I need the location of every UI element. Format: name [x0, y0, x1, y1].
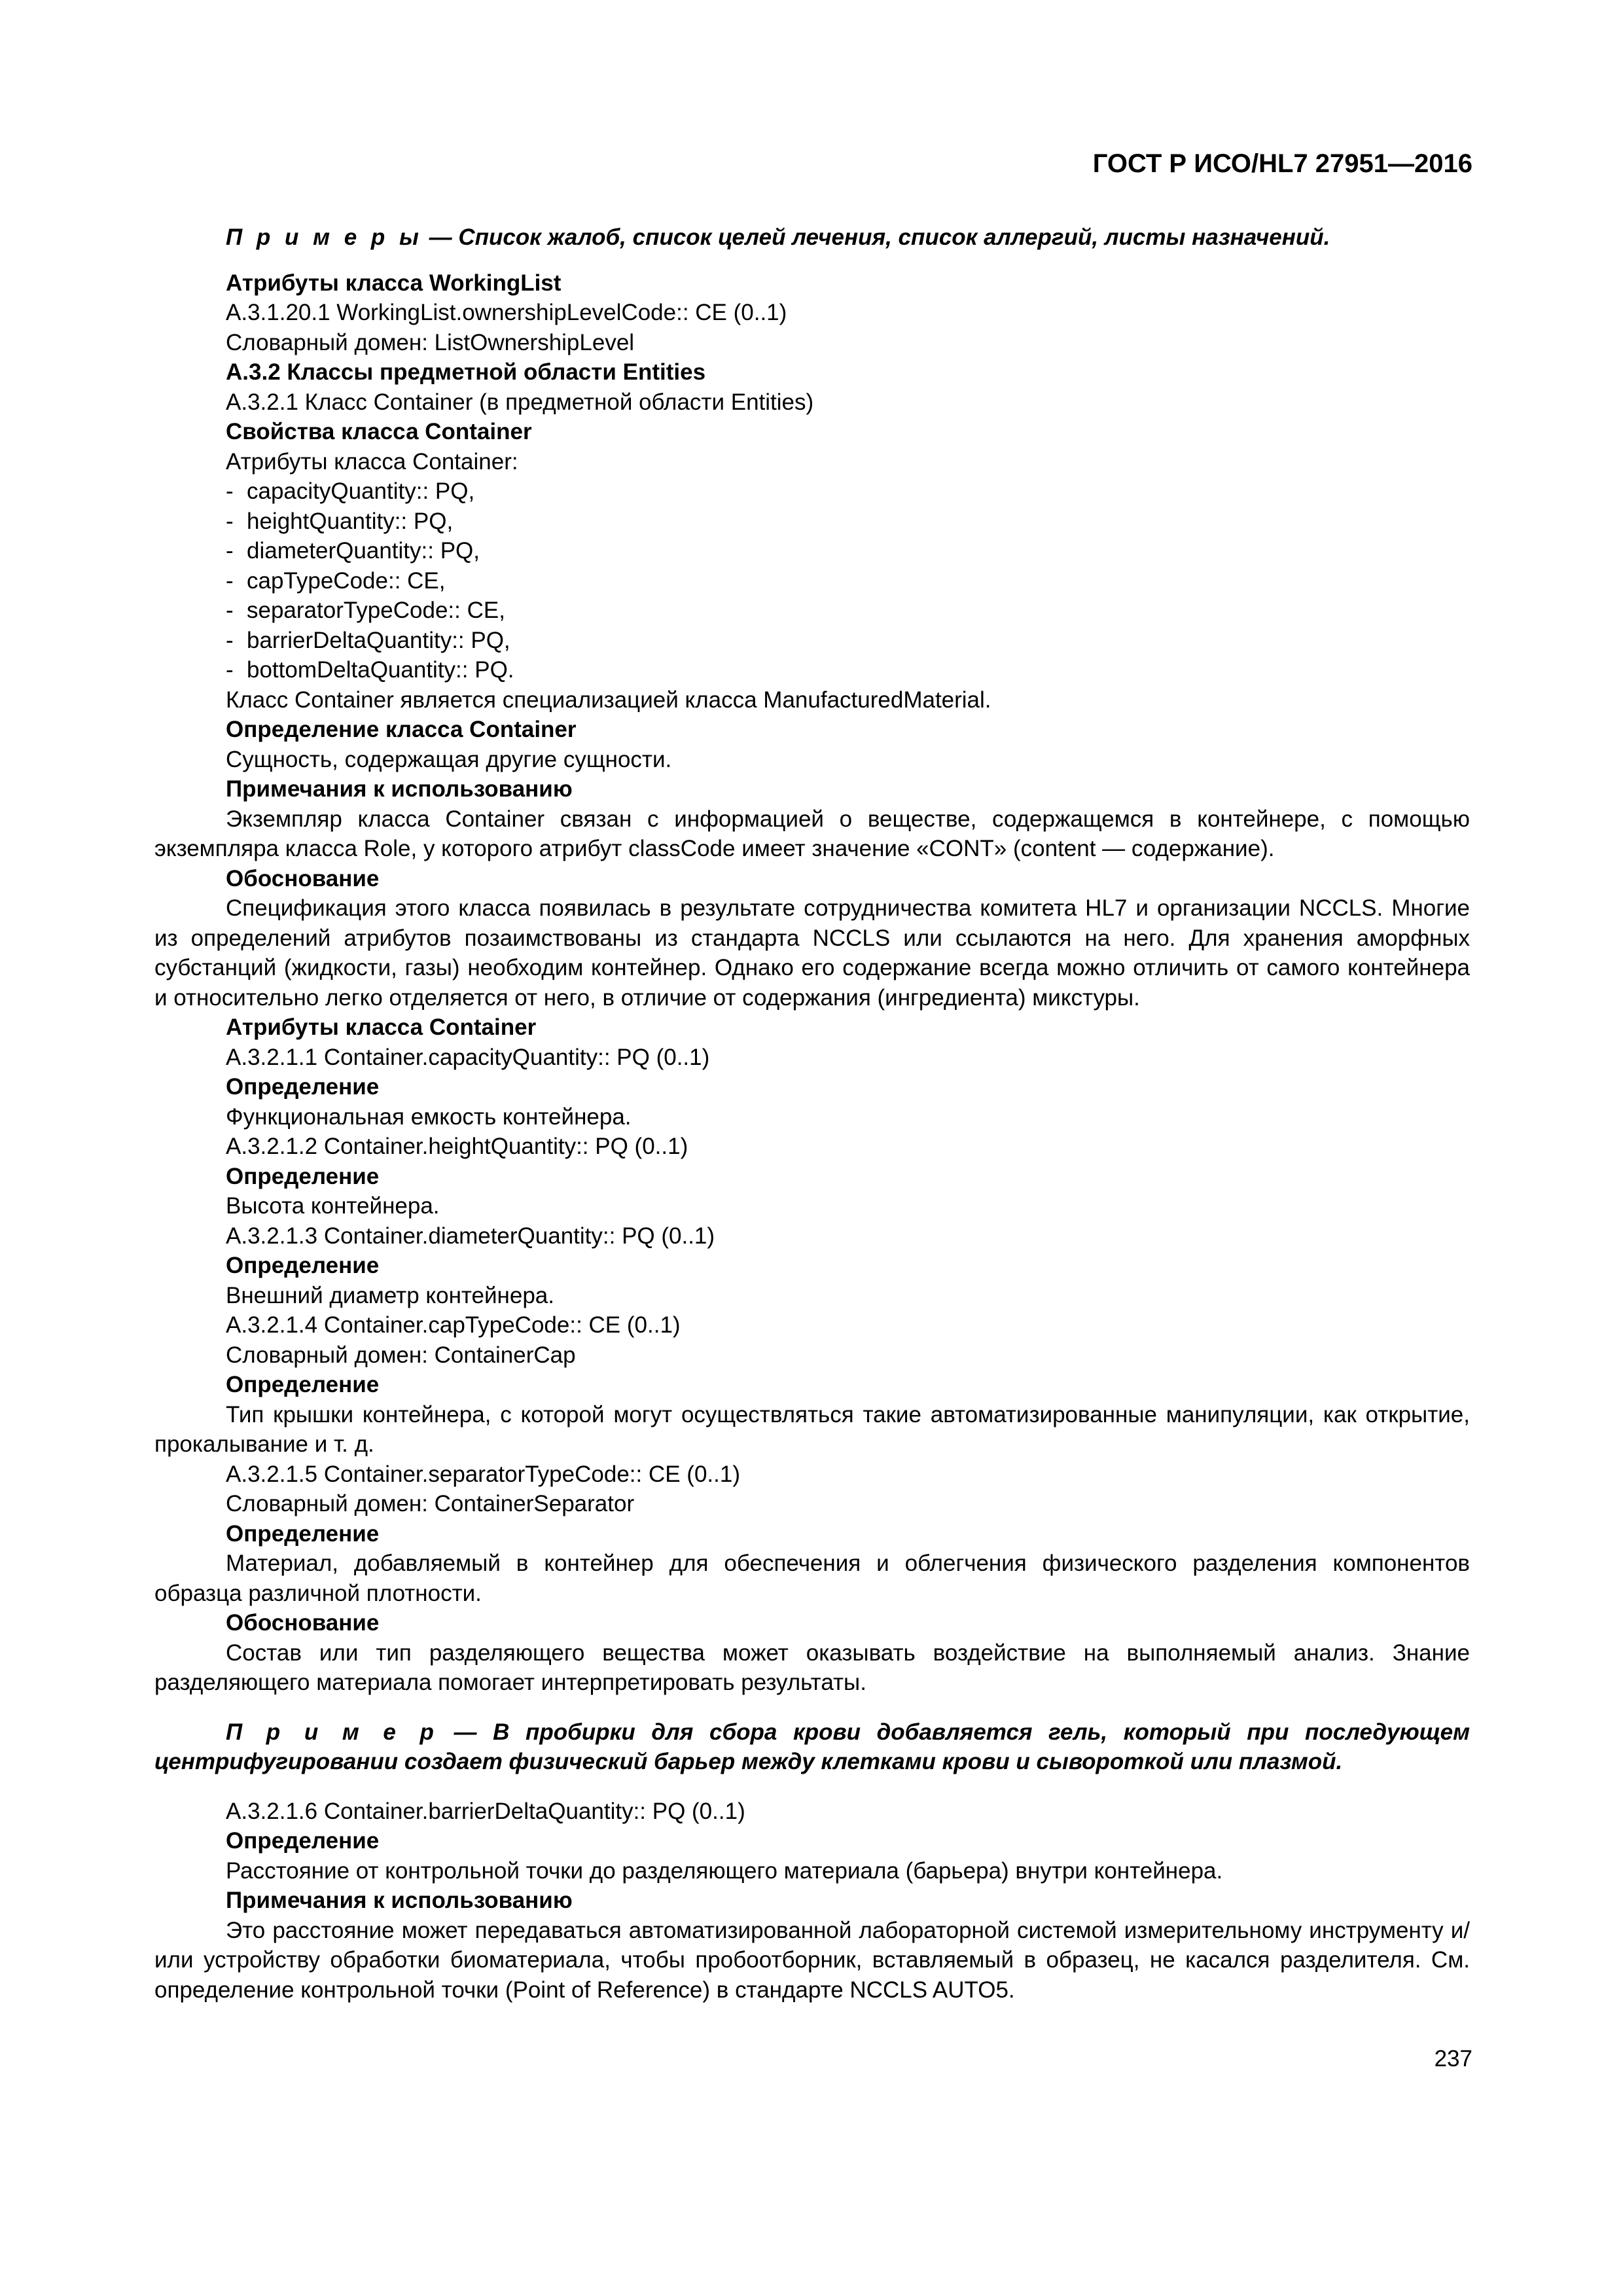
properties-heading: Свойства класса Container: [226, 419, 532, 444]
rationale-heading: Обоснование: [226, 865, 380, 891]
specialization-text: Класс Container является специализацией класса ManufacturedMaterial.: [226, 687, 991, 713]
attribute-barrier-delta-definition: Расстояние от контрольной точки до разделяющего материала (барьера) внутри контейнера.: [226, 1857, 1223, 1884]
usage-heading: Примечания к использованию: [226, 776, 573, 802]
definition-text: Сущность, содержащая другие сущности.: [226, 746, 672, 772]
attribute-cap-type: A.3.2.1.4 Container.capTypeCode:: CE (0..1): [226, 1312, 681, 1338]
subsection-title: A.3.2.1 Класс Container (в предметной области Entities): [226, 389, 814, 415]
examples-note: [154, 223, 1470, 253]
separator-rationale-text: Состав или тип разделяющего вещества может оказывать воздействие на выполняемый анализ. Знание разделяющего материала помогает интерпретировать результаты.: [154, 1640, 1470, 1695]
definition-label: Определение: [226, 1163, 380, 1189]
rationale-text: Спецификация этого класса появилась в результате сотрудничества комитета HL7 и организации NCCLS. Многие из определений атрибутов позаимствованы из стандарта NCCLS или ссылаются на него. Для хранения аморфных субстанций (жидкости, газы) необходим контейнер. Однако его содержание всегда можно отличить от самого контейнера и относительно легко отделяется от него, в отличие от содержания (ингредиента) микстуры.: [154, 895, 1470, 1011]
example-text: — В пробирки для сбора крови добавляется гель, который при последующем центрифугировании создает физический барьер между клетками крови и сывороткой или плазмой.: [154, 1719, 1471, 1774]
list-item: - bottomDeltaQuantity:: PQ.: [226, 657, 514, 683]
example-label: П р и м е р: [226, 1719, 438, 1745]
list-item: - barrierDeltaQuantity:: PQ,: [226, 627, 510, 653]
workinglist-attributes-heading: Атрибуты класса WorkingList: [226, 270, 562, 296]
barrier-usage-heading: Примечания к использованию: [226, 1888, 573, 1913]
attribute-separator-type: A.3.2.1.5 Container.separatorTypeCode:: CE (0..1): [226, 1461, 740, 1487]
examples-text: — Список жалоб, список целей лечения, список аллергий, листы назначений.: [422, 224, 1330, 250]
definition-label: Определение: [226, 1520, 380, 1547]
attribute-barrier-delta: A.3.2.1.6 Container.barrierDeltaQuantity:: PQ (0..1): [226, 1798, 745, 1824]
definition-heading: Определение класса Container: [226, 717, 577, 742]
list-item: - separatorTypeCode:: CE,: [226, 598, 505, 623]
definition-label: Определение: [226, 1372, 380, 1397]
example-note: [154, 1717, 1470, 1777]
attribute-capacity-definition: Функциональная емкость контейнера.: [226, 1103, 632, 1130]
barrier-usage-text: Это расстояние может передаваться автоматизированной лабораторной системой измерительному инструменту и/или устройству обработки биоматериала, чтобы пробоотборник, вставляемый в образец, не касался разделителя. См. определение контрольной точки (Point of Reference) в стандарте NCCLS AUTO5.: [154, 1917, 1470, 2003]
definition-label: Определение: [226, 1253, 380, 1278]
container-attributes-heading: Атрибуты класса Container: [226, 1014, 537, 1040]
attribute-cap-type-domain: Словарный домен: ContainerCap: [226, 1342, 576, 1368]
attribute-separator-type-definition: Материал, добавляемый в контейнер для обеспечения и облегчения физического разделения компонентов образца различной плотности.: [154, 1551, 1470, 1606]
attribute-diameter-definition: Внешний диаметр контейнера.: [226, 1282, 554, 1308]
attribute-cap-type-definition: Тип крышки контейнера, с которой могут осуществляться такие автоматизированные манипуляции, как открытие, прокалывание и т. д.: [154, 1401, 1470, 1457]
attribute-separator-type-domain: Словарный домен: ContainerSeparator: [226, 1491, 635, 1516]
list-item: - capTypeCode:: CE,: [226, 567, 446, 594]
attribute-capacity: A.3.2.1.1 Container.capacityQuantity:: PQ (0..1): [226, 1044, 710, 1070]
list-item: - capacityQuantity:: PQ,: [226, 478, 475, 504]
workinglist-attribute-1-domain: Словарный домен: ListOwnershipLevel: [226, 329, 635, 355]
page-body: [154, 223, 1470, 2005]
document-header: ГОСТ Р ИСО/HL7 27951—2016: [1092, 149, 1472, 178]
usage-text: Экземпляр класса Container связан с информацией о веществе, содержащемся в контейнере, с помощью экземпляра класса Role, у которого атрибут classCode имеет значение «CONT» (content — содержание).: [154, 806, 1470, 861]
list-item: - diameterQuantity:: PQ,: [226, 538, 480, 564]
attribute-list: [154, 476, 1470, 685]
section-heading: А.3.2 Классы предметной области Entities: [226, 359, 706, 385]
examples-label: П р и м е р ы: [226, 224, 423, 250]
list-item: - heightQuantity:: PQ,: [226, 508, 454, 534]
page-number: 237: [1434, 2046, 1472, 2072]
attribute-height-definition: Высота контейнера.: [226, 1193, 440, 1219]
attributes-intro: Атрибуты класса Container:: [226, 448, 518, 475]
separator-rationale-heading: Обоснование: [226, 1610, 380, 1636]
attribute-height: A.3.2.1.2 Container.heightQuantity:: PQ (0..1): [226, 1134, 688, 1159]
workinglist-attribute-1: A.3.1.20.1 WorkingList.ownershipLevelCode:: CE (0..1): [226, 300, 787, 325]
definition-label: Определение: [226, 1828, 380, 1854]
definition-label: Определение: [226, 1074, 380, 1100]
attribute-diameter: A.3.2.1.3 Container.diameterQuantity:: PQ (0..1): [226, 1223, 715, 1249]
